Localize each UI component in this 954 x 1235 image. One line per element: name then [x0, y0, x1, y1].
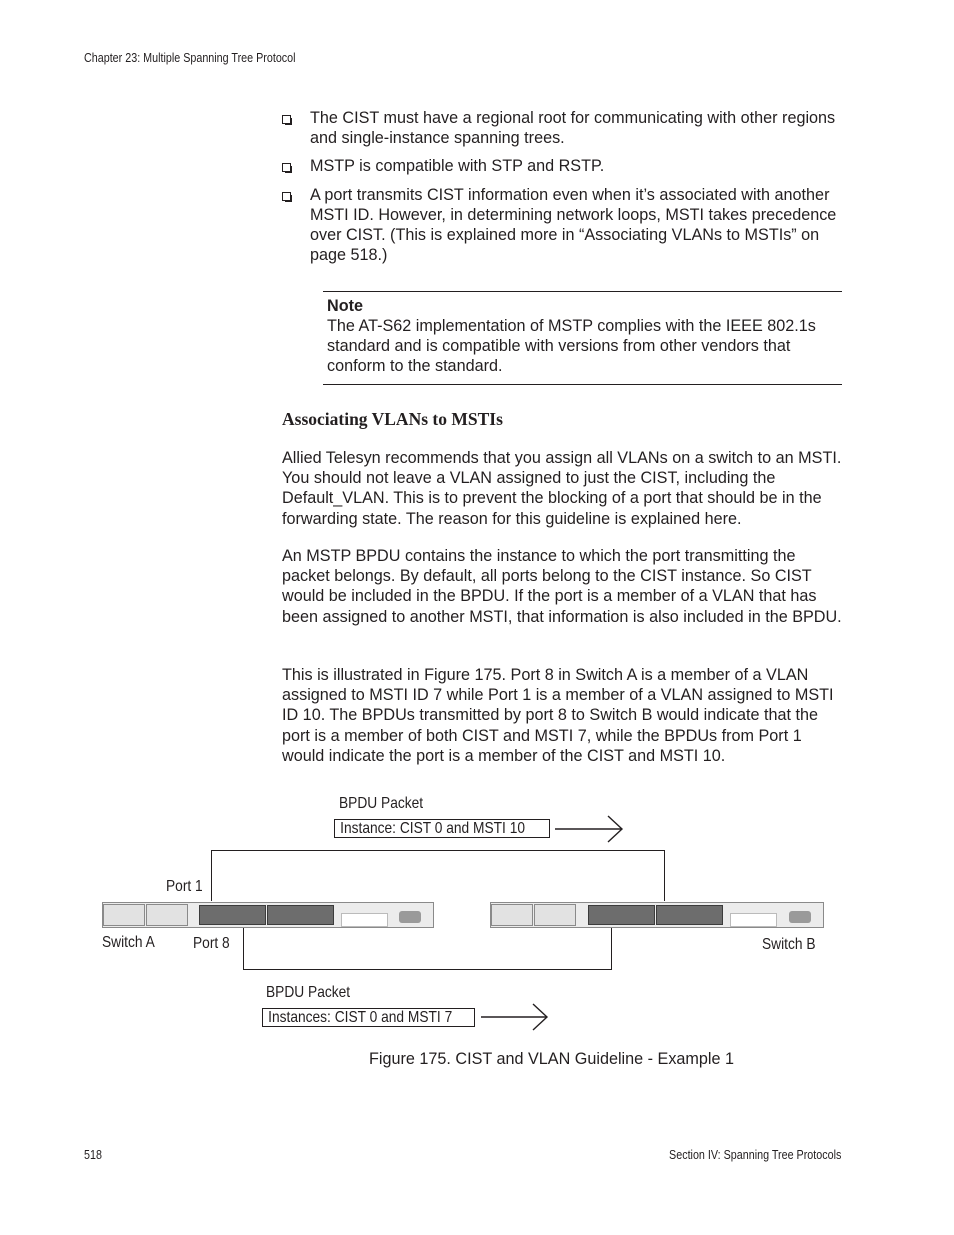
- top-packet-title: BPDU Packet: [339, 795, 424, 812]
- port1-label: Port 1: [166, 878, 203, 895]
- list-item: A port transmits CIST information even when it’s associated with another MSTI ID. However, in determining network loops, MSTI takes precedence over CIST. (This is explained more in “Associating VLANs to MSTIs” on page 518.): [282, 185, 842, 266]
- bottom-packet-title: BPDU Packet: [266, 984, 351, 1001]
- bullet-list: [282, 108, 842, 273]
- section-heading: Associating VLANs to MSTIs: [282, 409, 503, 429]
- switch-b-icon: [490, 902, 824, 928]
- switch-b-label: Switch B: [762, 936, 816, 953]
- port8-link-line: [243, 928, 612, 970]
- port8-label: Port 8: [193, 935, 230, 952]
- checkbox-bullet-icon: [282, 115, 291, 124]
- note-body: The AT-S62 implementation of MSTP complies with the IEEE 802.1s standard and is compatible with versions from other vendors that conform to the standard.: [327, 317, 816, 376]
- switch-a-label: Switch A: [102, 934, 155, 951]
- bottom-packet-box: Instances: CIST 0 and MSTI 7: [262, 1008, 475, 1027]
- note-title: Note: [327, 297, 363, 315]
- port1-link-line: [211, 850, 665, 901]
- right-arrow-icon: [481, 1003, 551, 1031]
- figure-caption: Figure 175. CIST and VLAN Guideline - Example 1: [369, 1050, 735, 1068]
- checkbox-bullet-icon: [282, 192, 291, 201]
- note-box: [323, 291, 842, 385]
- page-number: 518: [84, 1148, 102, 1162]
- paragraph: This is illustrated in Figure 175. Port 8 in Switch A is a member of a VLAN assigned to MSTI ID 7 while Port 1 is a member of a VLAN assigned to MSTI ID 10. The BPDUs transmitted by port 8 to Switch B would indicate that the port is a member of both CIST and MSTI 7, while the BPDUs from Port 1 would indicate the port is a member of the CIST and MSTI 10.: [282, 666, 834, 765]
- footer-section: Section IV: Spanning Tree Protocols: [668, 1148, 841, 1162]
- right-arrow-icon: [555, 815, 625, 843]
- running-head: Chapter 23: Multiple Spanning Tree Protocol: [84, 51, 296, 65]
- paragraph: An MSTP BPDU contains the instance to which the port transmitting the packet belongs. By default, all ports belong to the CIST instance. So CIST would be included in the BPDU. If the port is a member of a VLAN that has been assigned to another MSTI, that information is also included in the BPDU.: [282, 547, 842, 626]
- top-packet-box: Instance: CIST 0 and MSTI 10: [334, 819, 550, 838]
- checkbox-bullet-icon: [282, 163, 291, 172]
- list-item: MSTP is compatible with STP and RSTP.: [282, 156, 842, 176]
- list-item: The CIST must have a regional root for communicating with other regions and single-instance spanning trees.: [282, 108, 842, 148]
- paragraph: Allied Telesyn recommends that you assign all VLANs on a switch to an MSTI. You should not leave a VLAN assigned to just the CIST, including the Default_VLAN. This is to prevent the blocking of a port that should be in the forwarding state. The reason for this guideline is explained here.: [282, 449, 842, 528]
- switch-a-icon: [102, 902, 434, 928]
